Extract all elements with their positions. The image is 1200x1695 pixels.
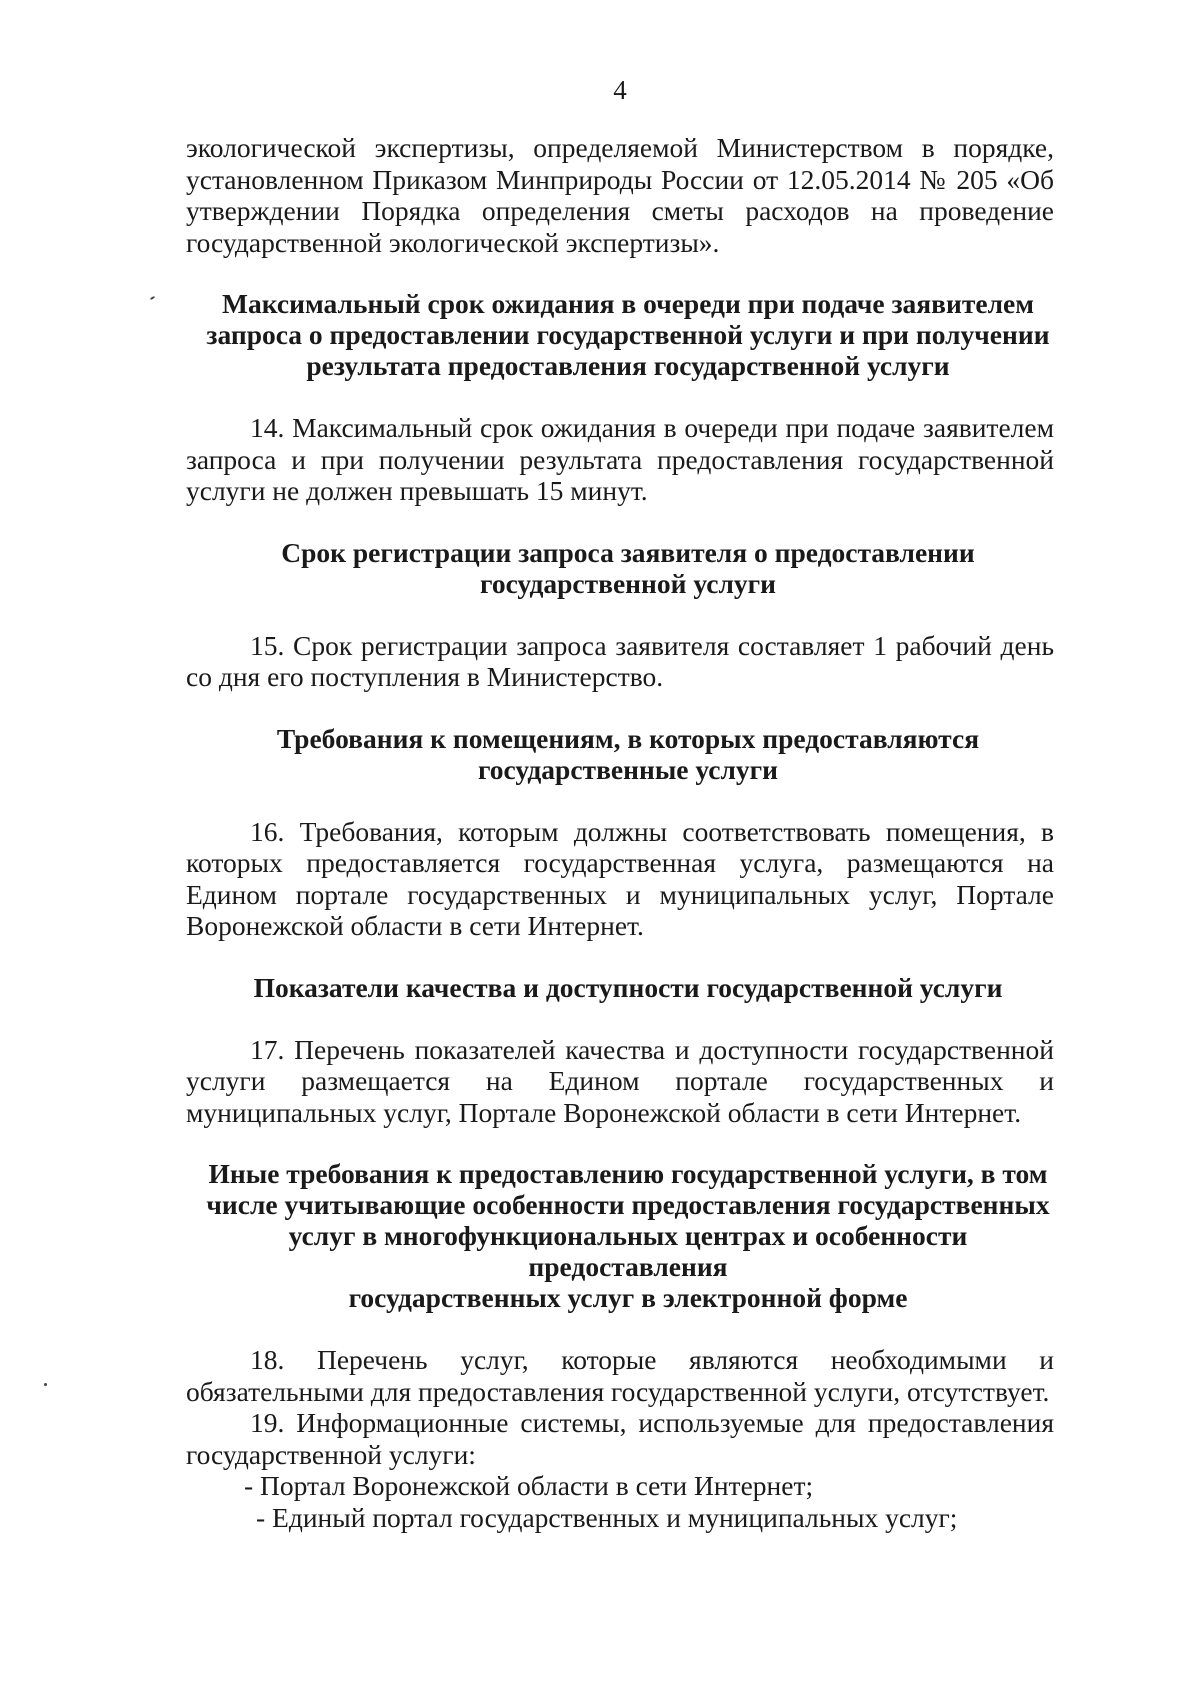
heading-line: результата предоставления государственной услуги [306, 350, 950, 381]
paragraph-14: 14. Максимальный срок ожидания в очереди при подаче заявителем запроса и при получении результата предоставления государственной услуги не должен превышать 15 минут. [186, 412, 1054, 506]
section-heading-quality-indicators [186, 972, 1054, 1003]
heading-line: государственных услуг в электронной форме [348, 1282, 908, 1313]
page-content [186, 132, 1054, 1533]
list-item: - Портал Воронежской области в сети Интернет; [244, 1470, 814, 1501]
section-heading-registration-term [186, 537, 1054, 599]
list-item: - Единый портал государственных и муниципальных услуг; [256, 1501, 958, 1533]
section-heading-other-requirements [186, 1158, 1054, 1313]
paragraph-17: 17. Перечень показателей качества и доступности государственной услуги размещается на Едином портале государственных и муниципальных услуг, Портале Воронежской области в сети Интернет. [186, 1033, 1054, 1128]
section-heading-waiting-time [186, 288, 1054, 381]
paragraph-16: 16. Требования, которым должны соответствовать помещения, в которых предоставляется государственная услуга, размещаются на Едином портале государственных и муниципальных услуг, Портале Воронежской области в сети Интернет. [186, 815, 1054, 941]
heading-line: Требования к помещениям, в которых предоставляются [276, 722, 980, 754]
heading-line: Иные требования к предоставлению государственной услуги, в том [208, 1158, 1048, 1189]
heading-line: услуг в многофункциональных центрах и особенности предоставления [288, 1220, 968, 1282]
heading-line: Срок регистрации запроса заявителя о предоставлении [281, 536, 975, 568]
heading-line: числе учитывающие особенности предоставления государственных [206, 1189, 1050, 1220]
heading-line: государственной услуги [480, 567, 776, 599]
paragraph-15: 15. Срок регистрации запроса заявителя составляет 1 рабочий день со дня его поступления в Министерство. [186, 629, 1054, 692]
scan-speck [150, 296, 155, 300]
heading-line: запроса о предоставлении государственной услуги и при получении [206, 319, 1050, 350]
section-heading-premises-requirements [186, 723, 1054, 785]
paragraph-19: 19. Информационные системы, используемые для предоставления государственной услуги: [186, 1407, 1054, 1470]
page-number: 4 [613, 75, 627, 105]
heading-line: Показатели качества и доступности государственной услуги [253, 971, 1003, 1003]
intro-paragraph: экологической экспертизы, определяемой Министерством в порядке, установленном Приказом Минприроды России от 12.05.2014 № 205 «Об утверждении Порядка определения сметы расходов на проведение государственной экологической экспертизы». [186, 132, 1054, 258]
scan-speck [44, 1383, 47, 1386]
heading-line: Максимальный срок ожидания в очереди при подаче заявителем [222, 288, 1034, 319]
paragraph-18: 18. Перечень услуг, которые являются необходимыми и обязательными для предоставления государственной услуги, отсутствует. [186, 1344, 1054, 1407]
heading-line: государственные услуги [477, 753, 778, 785]
